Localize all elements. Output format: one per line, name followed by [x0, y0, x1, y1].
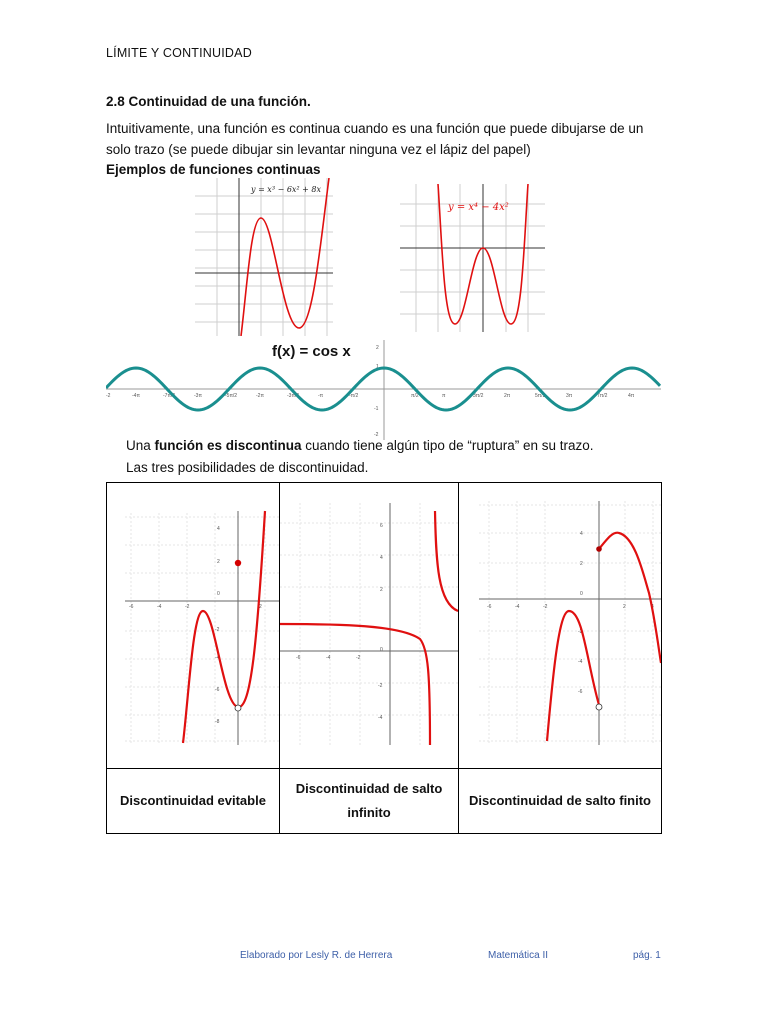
fin-x-tick: 4 — [651, 604, 654, 610]
inf-y-tick: 0 — [380, 647, 383, 653]
fin-y-tick: 2 — [580, 561, 583, 567]
discontinuity-table — [106, 482, 662, 834]
inf-y-tick: -4 — [378, 715, 383, 721]
cubic-curve — [241, 178, 329, 336]
cos-x-tick: -2π — [256, 393, 264, 399]
fin-y-tick: -6 — [578, 689, 583, 695]
evit-y-tick: 0 — [217, 591, 220, 597]
cos-x-tick: π/2 — [411, 393, 419, 399]
evit-y-tick: -2 — [215, 627, 220, 633]
infinito-graph — [280, 483, 458, 763]
fin-y-tick: -4 — [578, 659, 583, 665]
cos-x-tick: -4π — [132, 393, 140, 399]
cos-x-tick: π — [442, 393, 446, 399]
cos-x-tick: 4π — [628, 393, 635, 399]
evit-y-tick: -6 — [215, 687, 220, 693]
evit-y-tick: 2 — [217, 559, 220, 565]
disc-intro-bold: función es discontinua — [154, 438, 302, 453]
infinito-right-curve — [435, 511, 458, 611]
cosine-graph — [106, 336, 661, 440]
disc-intro-post: cuando tiene algún tipo de “ruptura” en su trazo. — [301, 438, 594, 453]
cos-x-tick: -7π/2 — [163, 393, 176, 399]
quartic-graph — [400, 184, 545, 332]
cos-x-tick: -3π — [194, 393, 202, 399]
inf-y-tick: 6 — [380, 523, 383, 529]
evit-y-tick: -8 — [215, 719, 220, 725]
evit-y-tick: 4 — [217, 526, 220, 532]
evitable-hole — [235, 705, 241, 711]
fin-y-tick: -2 — [578, 629, 583, 635]
cos-x-tick: 3π/2 — [473, 393, 484, 399]
fin-x-tick: 2 — [623, 604, 626, 610]
cos-x-tick: -2 — [106, 393, 111, 399]
cos-x-tick: -3π/2 — [287, 393, 300, 399]
quartic-label: y = x⁴ − 4x² — [448, 202, 509, 213]
evit-x-tick: -4 — [157, 604, 162, 610]
evit-x-tick: -2 — [185, 604, 190, 610]
inf-y-tick: 2 — [380, 587, 383, 593]
evitable-point — [235, 560, 241, 566]
cos-y-tick: -2 — [374, 432, 379, 438]
inf-x-tick: -6 — [296, 655, 301, 661]
infinito-left-curve — [280, 624, 430, 745]
page-header: LÍMITE Y CONTINUIDAD — [106, 46, 252, 60]
examples-title: Ejemplos de funciones continuas — [106, 162, 321, 177]
cos-y-tick: 1 — [376, 364, 379, 370]
caption-evitable: Discontinuidad evitable — [107, 769, 280, 834]
finito-point — [596, 546, 602, 552]
footer-page: pág. 1 — [633, 950, 661, 961]
cos-x-tick: 2π — [504, 393, 511, 399]
fin-y-tick: 0 — [580, 591, 583, 597]
cos-x-tick: 7π/2 — [597, 393, 608, 399]
caption-salto-infinito: Discontinuidad de salto infinito — [280, 769, 459, 834]
inf-x-tick: -4 — [326, 655, 331, 661]
inf-y-tick: 4 — [380, 555, 383, 561]
finito-graph — [459, 483, 661, 763]
evit-y-tick: -4 — [215, 655, 220, 661]
evitable-graph — [107, 483, 279, 763]
three-possibilities: Las tres posibilidades de discontinuidad. — [126, 460, 369, 475]
evit-x-tick: 2 — [259, 604, 262, 610]
infinito-graph-cell — [280, 483, 459, 769]
finito-graph-cell — [459, 483, 662, 769]
cos-x-tick: 3π — [566, 393, 573, 399]
cos-x-tick: -π — [318, 393, 324, 399]
disc-intro-pre: Una — [126, 438, 155, 453]
fin-y-tick: 4 — [580, 531, 583, 537]
intro-paragraph: Intuitivamente, una función es continua cuando es una función que puede dibujarse de un solo trazo (se puede dibujar sin levantar ninguna vez el lápiz del papel) — [106, 121, 644, 157]
discontinuity-intro — [126, 438, 593, 453]
caption-salto-finito: Discontinuidad de salto finito — [459, 769, 662, 834]
cubic-label: y = x³ − 6x² + 8x — [251, 185, 322, 194]
finito-hole — [596, 704, 602, 710]
fin-x-tick: -2 — [543, 604, 548, 610]
evitable-graph-cell — [107, 483, 280, 769]
inf-y-tick: -2 — [378, 683, 383, 689]
cos-y-tick: 2 — [376, 345, 379, 351]
section-title: 2.8 Continuidad de una función. — [106, 94, 311, 109]
footer-course: Matemática II — [488, 950, 549, 961]
cos-x-tick: -π/2 — [349, 393, 359, 399]
footer-author: Elaborado por Lesly R. de Herrera — [240, 950, 393, 961]
cos-x-tick: 5π/2 — [535, 393, 546, 399]
cosine-label: f(x) = cos x — [272, 343, 351, 360]
finito-right-curve — [599, 533, 661, 663]
inf-x-tick: -2 — [356, 655, 361, 661]
fin-x-tick: -6 — [487, 604, 492, 610]
evitable-curve — [183, 511, 265, 743]
evit-x-tick: -6 — [129, 604, 134, 610]
cubic-graph — [195, 178, 333, 336]
cos-x-tick: -5π/2 — [225, 393, 238, 399]
fin-x-tick: -4 — [515, 604, 520, 610]
cos-y-tick: -1 — [374, 406, 379, 412]
